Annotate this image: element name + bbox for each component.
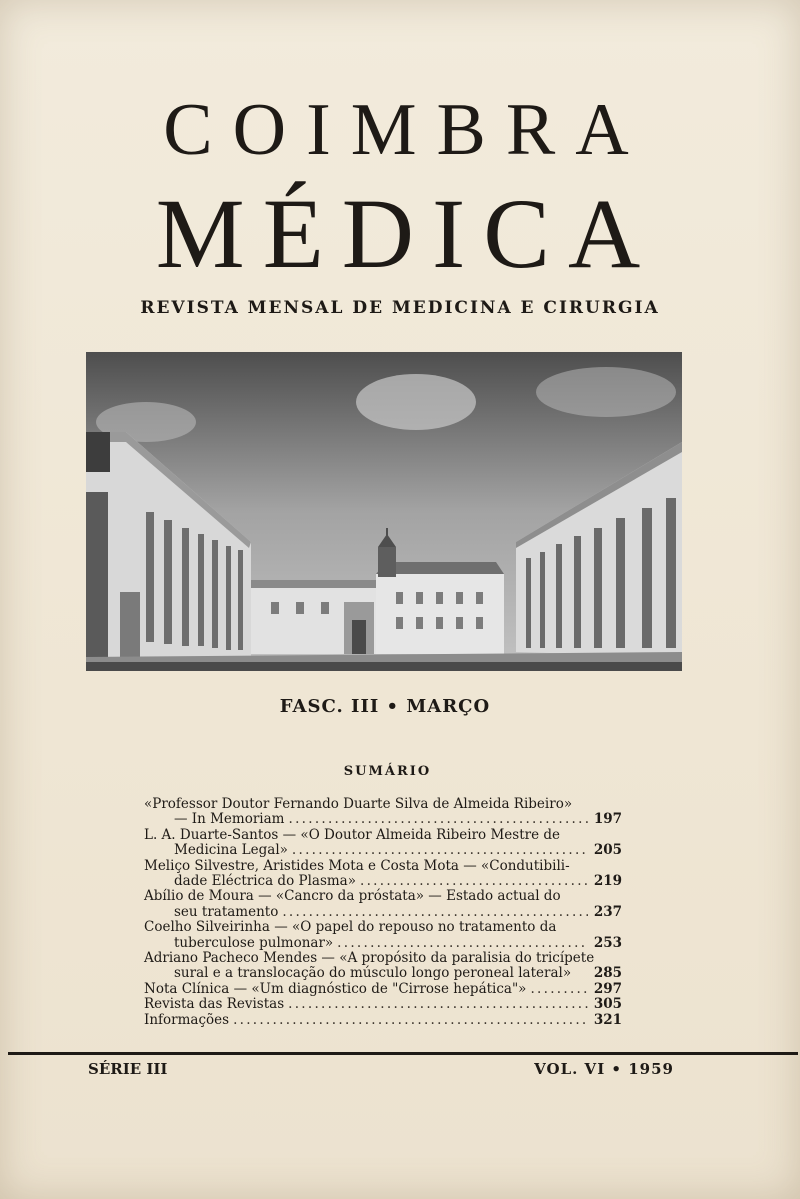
toc-entry (144, 859, 622, 890)
footer-divider (8, 1052, 798, 1055)
toc-entry-continuation: Informações (144, 1011, 230, 1028)
toc-entry-title: L. A. Duarte-Santos — «O Doutor Almeida Ribeiro Mestre de (144, 826, 560, 843)
toc-entry (144, 797, 622, 828)
toc-entry (144, 1013, 622, 1028)
toc-entry-continuation: Nota Clínica — «Um diagnóstico de "Cirrose hepática"» (144, 980, 527, 997)
toc-entry (144, 982, 622, 997)
toc-leader-dots (360, 874, 588, 889)
toc-entry (144, 997, 622, 1012)
toc-entry-continuation: Revista das Revistas (144, 996, 285, 1013)
toc-entry-continuation: Medicina Legal» (174, 842, 288, 859)
toc-page-number: 205 (593, 842, 622, 859)
toc-page-number: 219 (593, 873, 622, 890)
toc-leader-dots (292, 843, 588, 858)
toc-entry-continuation: dade Eléctrica do Plasma» (174, 873, 356, 890)
toc-entry (144, 889, 622, 920)
toc-page-number: 197 (593, 811, 622, 828)
toc-entry (144, 828, 622, 859)
volume-year-label: VOL. VI • 1959 (534, 1060, 674, 1078)
toc-entry-title: Meliço Silvestre, Aristides Mota e Costa Mota — «Condutibili- (144, 857, 570, 874)
toc-entry-continuation: seu tratamento (174, 903, 279, 920)
toc-page-number: 297 (593, 980, 622, 997)
toc-page-number: 237 (593, 903, 622, 920)
toc-leader-dots (233, 1013, 588, 1028)
masthead-medica: MÉDICA (155, 178, 659, 289)
toc-page-number: 253 (593, 934, 622, 951)
toc-entry (144, 951, 622, 982)
toc-entry-continuation: tuberculose pulmonar» (174, 934, 334, 951)
issue-label: FASC. III • MARÇO (279, 696, 491, 717)
toc-entry-continuation: — In Memoriam (174, 811, 285, 828)
toc-page-number: 285 (593, 965, 622, 982)
toc-leader-dots (282, 905, 588, 920)
toc-page-number: 305 (593, 996, 622, 1013)
toc-entry-title: Adriano Pacheco Mendes — «A propósito da paralisia do tricípete (144, 950, 595, 967)
journal-subtitle: REVISTA MENSAL DE MEDICINA E CIRURGIA (140, 298, 660, 318)
toc-leader-dots (288, 812, 588, 827)
cover-photograph (86, 352, 682, 671)
toc-entry-title: Coelho Silveirinha — «O papel do repouso no tratamento da (144, 919, 557, 936)
toc-entry-continuation: sural e a translocação do músculo longo peroneal lateral» (174, 965, 572, 982)
toc-leader-dots (337, 936, 588, 951)
university-buildings-illustration (86, 352, 682, 671)
toc-entry (144, 920, 622, 951)
series-label: SÉRIE III (88, 1060, 168, 1078)
table-of-contents (144, 797, 622, 1028)
toc-leader-dots (288, 997, 588, 1012)
toc-entry-title: «Professor Doutor Fernando Duarte Silva de Almeida Ribeiro» (144, 796, 573, 812)
toc-leader-dots (530, 982, 588, 997)
table-of-contents-heading: SUMÁRIO (343, 764, 432, 779)
masthead-coimbra: COIMBRA (163, 89, 649, 171)
toc-entry-title: Abílio de Moura — «Cancro da próstata» — Estado actual do (144, 888, 561, 905)
toc-page-number: 321 (593, 1011, 622, 1028)
